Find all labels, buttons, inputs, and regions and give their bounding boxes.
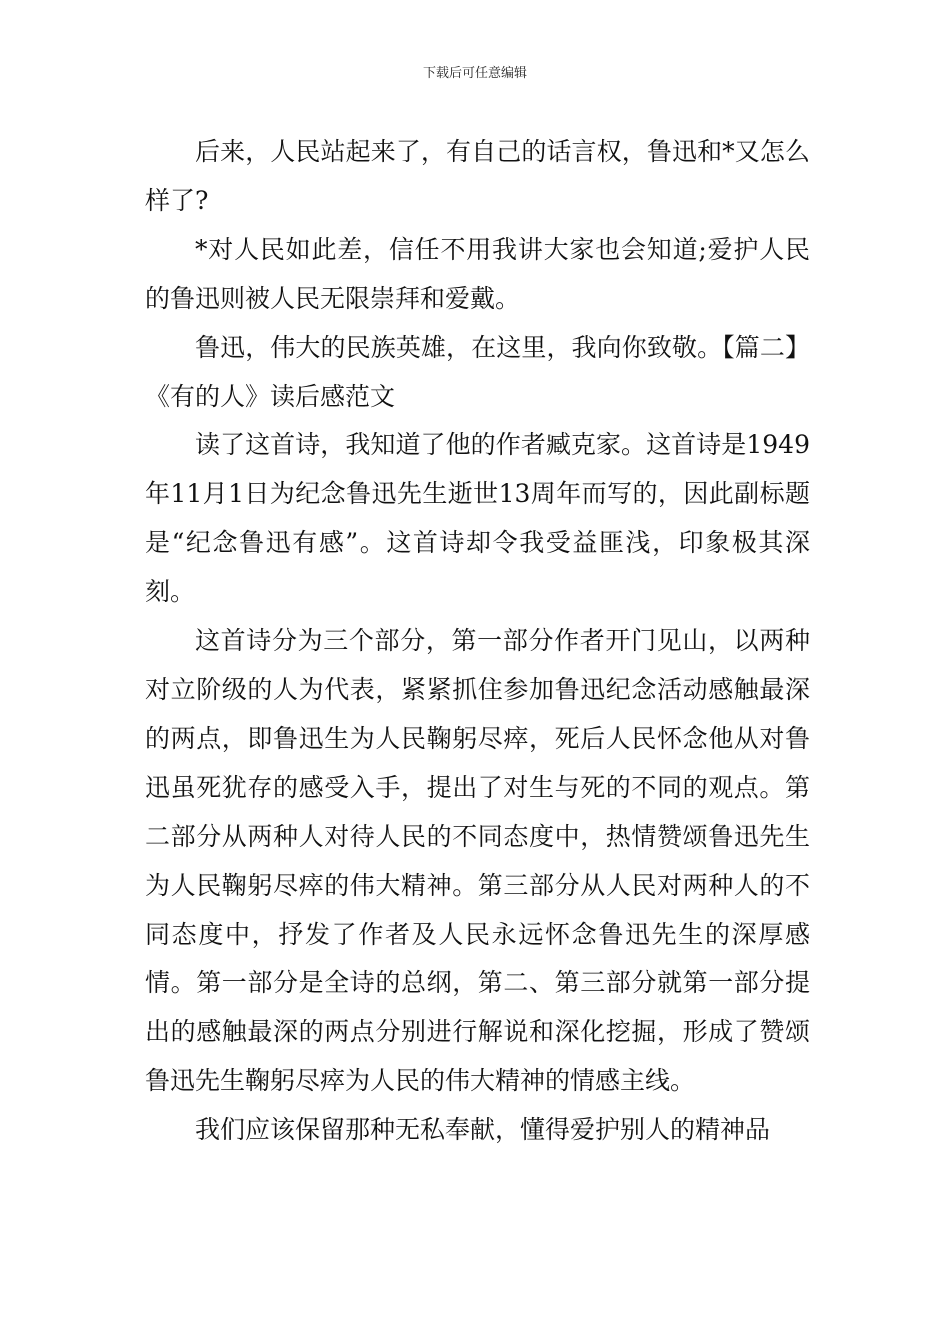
paragraph-6: 我们应该保留那种无私奉献，懂得爱护别人的精神品 [195,1115,771,1145]
paragraph-2: *对人民如此差，信任不用我讲大家也会知道;爱护人民的鲁迅则被人民无限崇拜和爱戴。 [145,234,810,313]
paragraph-4: 读了这首诗，我知道了他的作者臧克家。这首诗是1949年11月1日为纪念鲁迅先生逝世13周年而写的，因此副标题是“纪念鲁迅有感”。这首诗却令我受益匪浅，印象极其深刻。 [145,430,810,607]
document-body [145,128,810,1155]
paragraph-3: 鲁迅，伟大的民族英雄，在这里，我向你致敬。【篇二】《有的人》读后感范文 [145,332,810,411]
page-header: 下载后可任意编辑 [422,66,527,81]
paragraph-5: 这首诗分为三个部分，第一部分作者开门见山，以两种对立阶级的人为代表，紧紧抓住参加鲁迅纪念活动感触最深的两点，即鲁迅生为人民鞠躬尽瘁，死后人民怀念他从对鲁迅虽死犹存的感受入手，提出了对生与死的不同的观点。第二部分从两种人对待人民的不同态度中，热情赞颂鲁迅先生为人民鞠躬尽瘁的伟大精神。第三部分从人民对两种人的不同态度中，抒发了作者及人民永远怀念鲁迅先生的深厚感情。第一部分是全诗的总纲，第二、第三部分就第一部分提出的感触最深的两点分别进行解说和深化挖掘，形成了赞颂鲁迅先生鞠躬尽瘁为人民的伟大精神的情感主线。 [145,626,810,1096]
paragraph-1: 后来，人民站起来了，有自己的话言权，鲁迅和*又怎么样了? [145,137,810,215]
